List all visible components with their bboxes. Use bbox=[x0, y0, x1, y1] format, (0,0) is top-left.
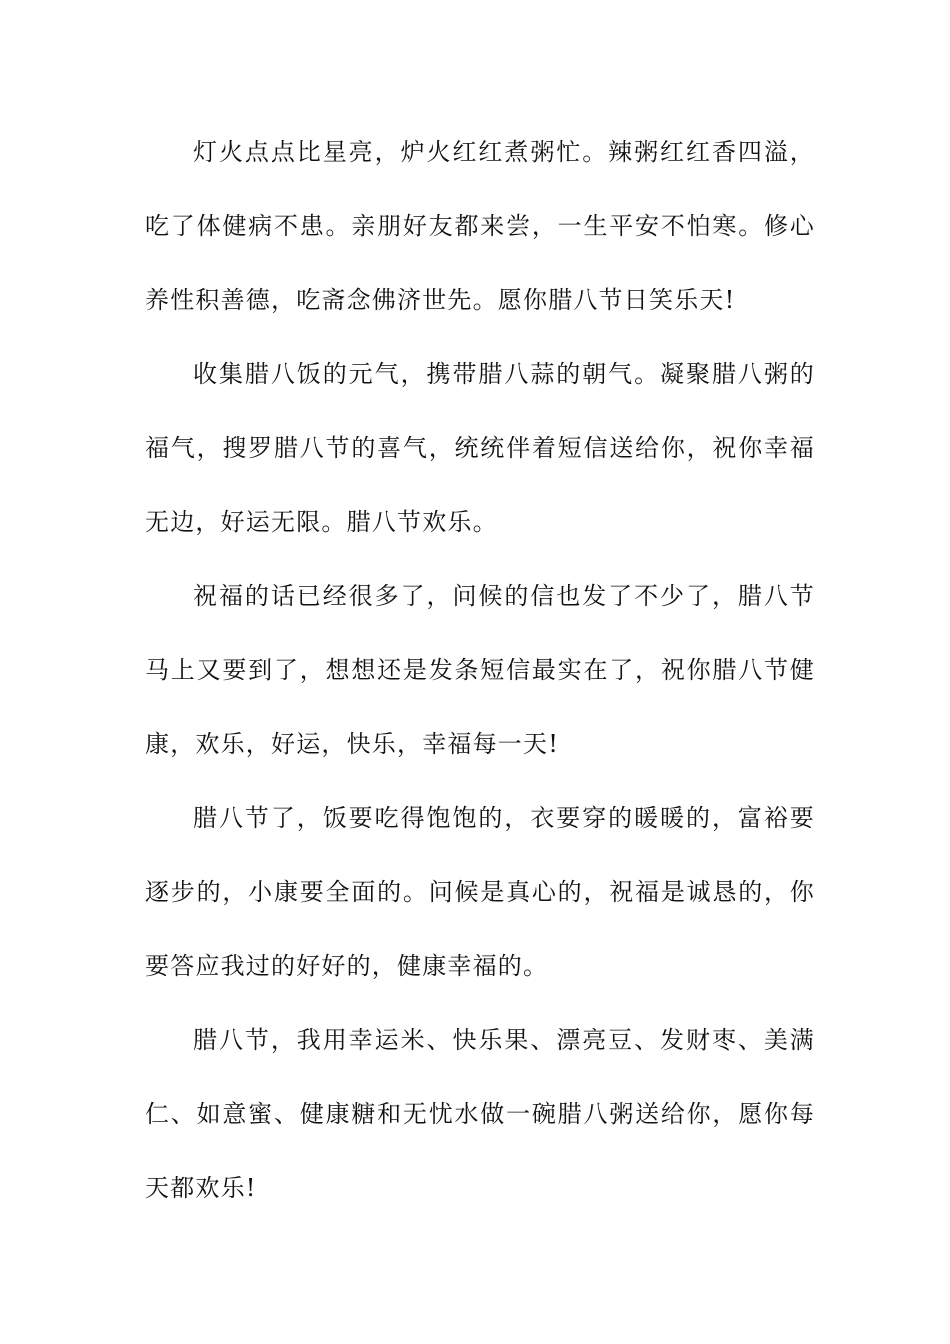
paragraph-3: 祝福的话已经很多了，问候的信也发了不少了，腊八节马上又要到了，想想还是发条短信最实在了，祝你腊八节健康，欢乐，好运，快乐，幸福每一天! bbox=[145, 582, 815, 758]
paragraph-1: 灯火点点比星亮，炉火红红煮粥忙。辣粥红红香四溢，吃了体健病不患。亲朋好友都来尝，一生平安不怕寒。修心养性积善德，吃斋念佛济世先。愿你腊八节日笑乐天! bbox=[145, 138, 815, 314]
document-body bbox=[145, 115, 815, 1225]
paragraph-4: 腊八节了，饭要吃得饱饱的，衣要穿的暖暖的，富裕要逐步的，小康要全面的。问候是真心的，祝福是诚恳的，你要答应我过的好好的，健康幸福的。 bbox=[145, 804, 815, 980]
paragraph-5: 腊八节，我用幸运米、快乐果、漂亮豆、发财枣、美满仁、如意蜜、健康糖和无忧水做一碗腊八粥送给你，愿你每天都欢乐! bbox=[145, 1026, 815, 1202]
paragraph-2: 收集腊八饭的元气，携带腊八蒜的朝气。凝聚腊八粥的福气，搜罗腊八节的喜气，统统伴着短信送给你，祝你幸福无边，好运无限。腊八节欢乐。 bbox=[145, 360, 815, 536]
